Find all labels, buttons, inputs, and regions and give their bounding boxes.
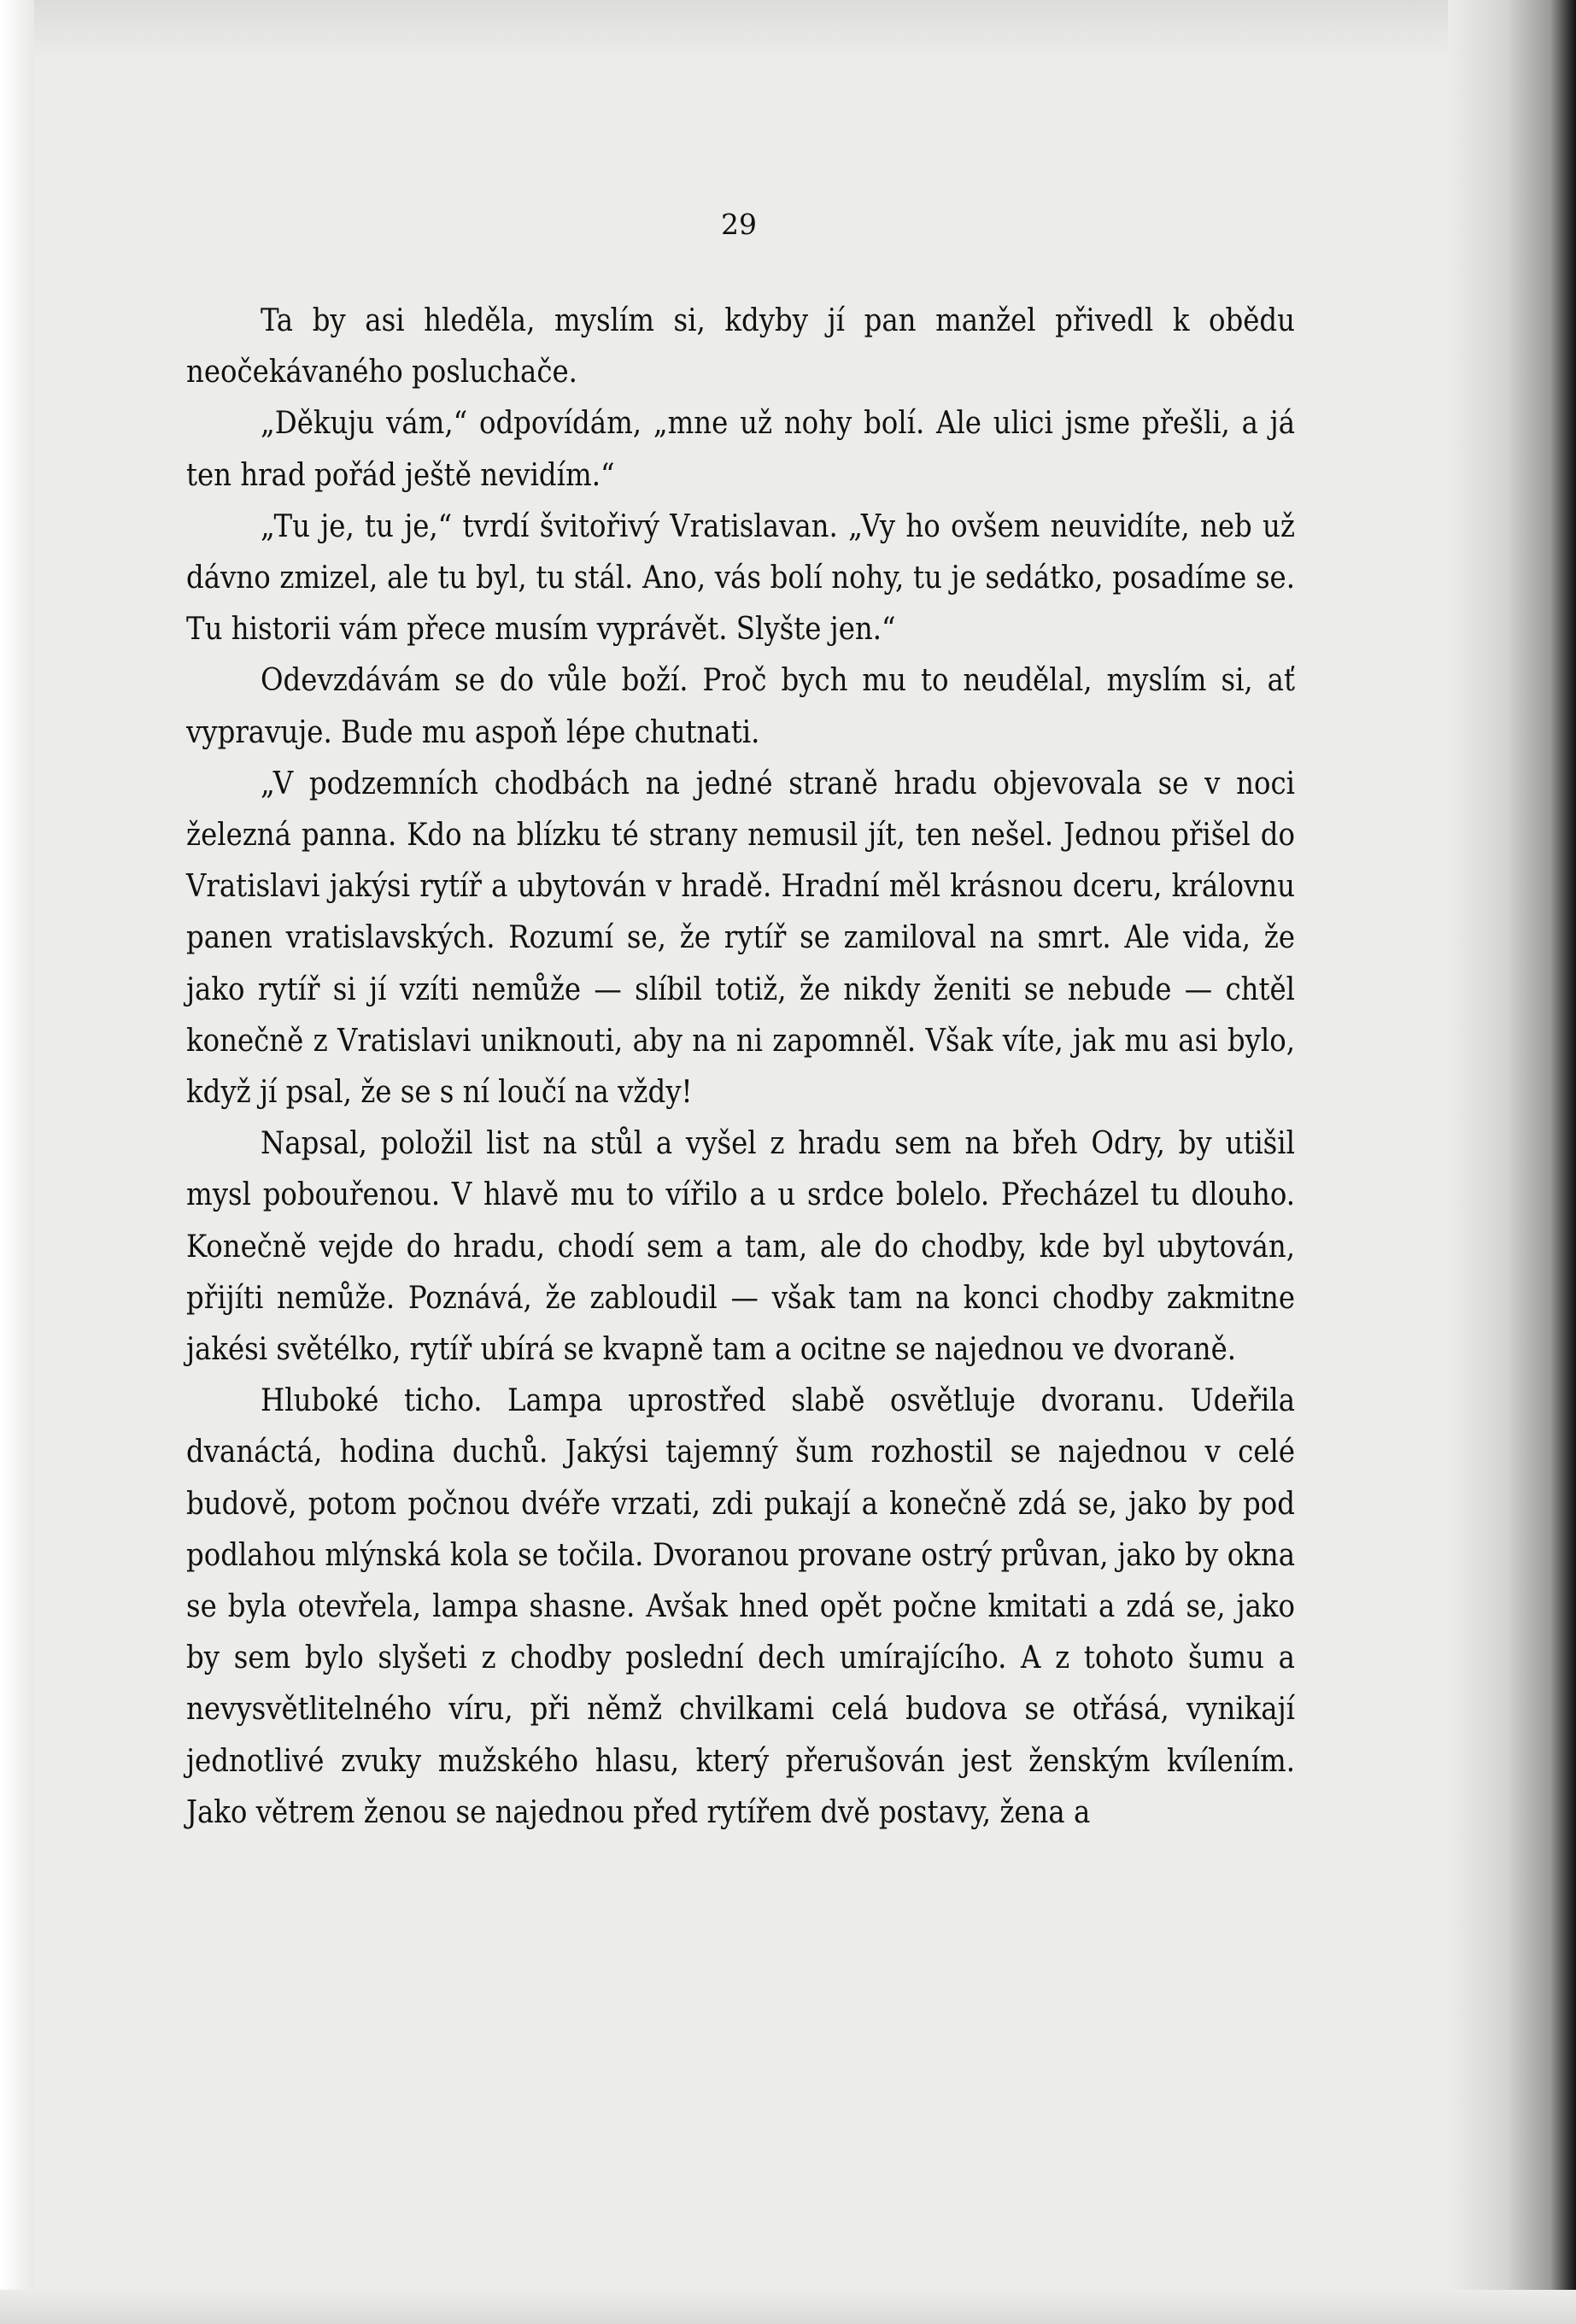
paragraph: Napsal, položil list na stůl a vyšel z hradu sem na břeh Odry, by utišil mysl pobouřenou. V hlavě mu to vířilo a u srdce bolelo. Přecházel tu dlouho. Konečně vejde do hradu, chodí sem a tam, ale do chodby, kde byl ubytován, přijíti nemůže. Poznává, že zabloudil — však tam na konci chodby zakmitne jakési světélko, rytíř ubírá se kvapně tam a ocitne se najednou ve dvoraně. bbox=[186, 1126, 1295, 1368]
page-right-binding-shadow bbox=[1448, 0, 1576, 2324]
paragraph: Hluboké ticho. Lampa uprostřed slabě osvětluje dvoranu. Udeřila dvanáctá, hodina duchů. Jakýsi tajemný šum rozhostil se najednou v celé budově, potom počnou dvéře vrzati, zdi pukají a konečně zdá se, jako by pod podlahou mlýnská kola se točila. Dvoranou provane ostrý průvan, jako by okna se byla otevřela, lampa shasne. Avšak hned opět počne kmitati a zdá se, jako by sem bylo slyšeti z chodby poslední dech umírajícího. A z tohoto šumu a nevysvětlitelného víru, při němž chvilkami celá budova se otřásá, vynikají jednotlivé zvuky mužského hlasu, který přerušován jest ženským kvílením. Jako větrem ženou se najednou před rytířem dvě postavy, žena a bbox=[186, 1383, 1295, 1830]
page-top-shadow bbox=[0, 0, 1576, 60]
paragraph: „Děkuju vám,“ odpovídám, „mne už nohy bolí. Ale ulici jsme přešli, a já ten hrad pořád ještě nevidím.“ bbox=[186, 406, 1295, 493]
page-bottom-shadow bbox=[0, 2290, 1576, 2324]
body-text bbox=[186, 296, 1295, 1839]
page-number: 29 bbox=[721, 208, 757, 241]
paragraph: „Tu je, tu je,“ tvrdí švitořivý Vratislavan. „Vy ho ovšem neuvidíte, neb už dávno zmizel, ale tu byl, tu stál. Ano, vás bolí nohy, tu je sedátko, posadíme se. Tu historii vám přece musím vyprávět. Slyšte jen.“ bbox=[186, 508, 1295, 648]
page-left-margin bbox=[0, 0, 34, 2324]
paragraph: „V podzemních chodbách na jedné straně hradu objevovala se v noci železná panna. Kdo na blízku té strany nemusil jít, ten nešel. Jednou přišel do Vratislavi jakýsi rytíř a ubytován v hradě. Hradní měl krásnou dceru, královnu panen vratislavských. Rozumí se, že rytíř se zamiloval na smrt. Ale vida, že jako rytíř si jí vzíti nemůže — slíbil totiž, že nikdy ženiti se nebude — chtěl konečně z Vratislavi uniknouti, aby na ni zapomněl. Však víte, jak mu asi bylo, když jí psal, že se s ní loučí na vždy! bbox=[186, 766, 1295, 1111]
paragraph: Odevzdávám se do vůle boží. Proč bych mu to neudělal, myslím si, ať vypravuje. Bude mu aspoň lépe chutnati. bbox=[186, 663, 1295, 750]
paragraph: Ta by asi hleděla, myslím si, kdyby jí pan manžel přivedl k obědu neočekávaného posluchače. bbox=[186, 303, 1295, 390]
